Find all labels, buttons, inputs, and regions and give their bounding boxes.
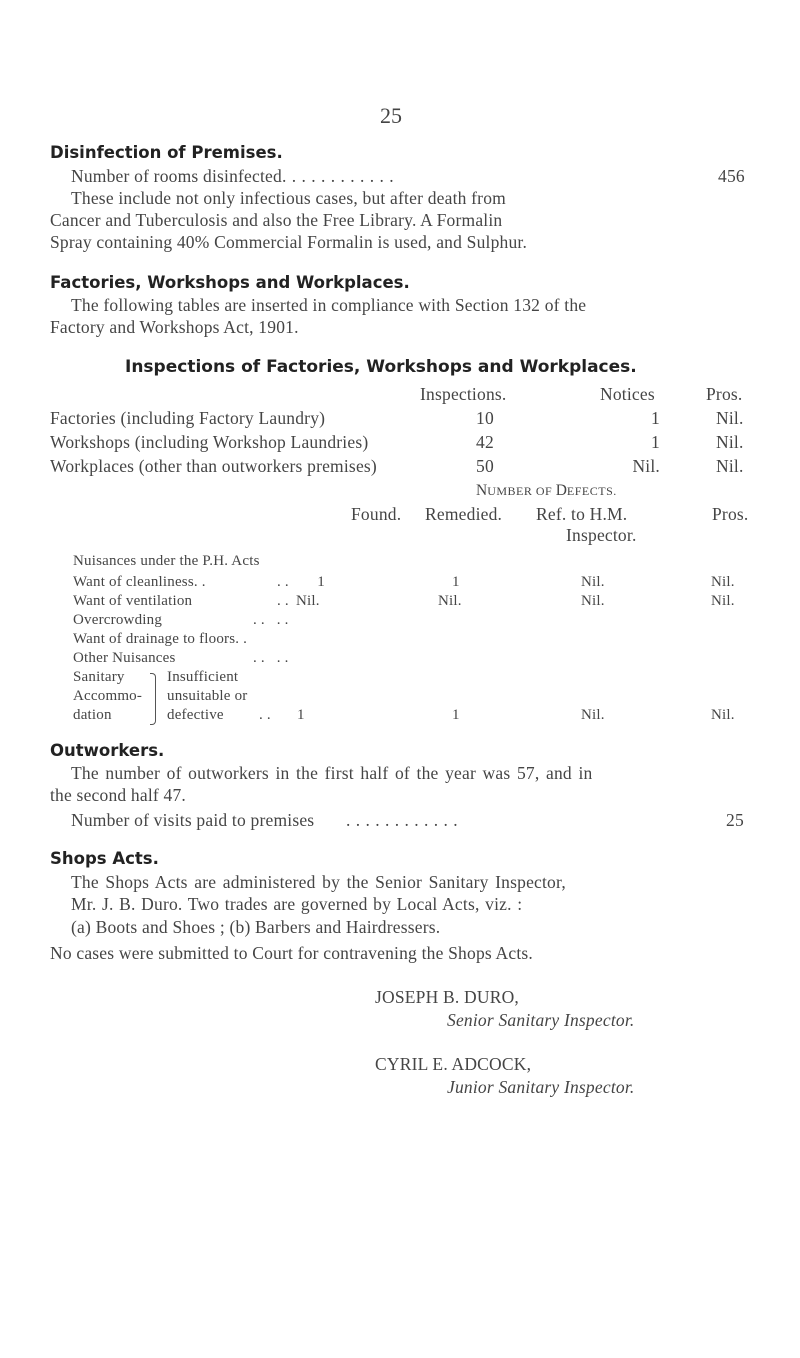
- visits-leader-dots: . . . . . . . . . . . .: [346, 810, 459, 830]
- shops-para-line2: Mr. J. B. Duro. Two trades are governed by Local Acts, viz. :: [71, 894, 523, 914]
- table-cell-remedied: 1: [452, 707, 460, 723]
- defects-title-cap1: N: [476, 482, 488, 499]
- col-header-ref: Ref. to H.M.: [536, 504, 628, 524]
- leader-dots: . .: [277, 574, 289, 590]
- outworkers-heading: Outworkers.: [50, 741, 165, 760]
- inspections-table-title: Inspections of Factories, Workshops and Workplaces.: [125, 357, 637, 377]
- sanitary-right-line1: Insufficient: [167, 669, 239, 685]
- signature-title: Junior Sanitary Inspector.: [447, 1077, 635, 1097]
- table-cell-inspections: 42: [476, 432, 494, 452]
- shops-heading: Shops Acts.: [50, 849, 159, 868]
- table-row-label: Want of cleanliness. .: [73, 574, 206, 590]
- visits-value: 25: [726, 810, 744, 830]
- leader-dots: . .: [259, 707, 271, 723]
- rooms-disinfected-label: Number of rooms disinfected: [71, 166, 282, 186]
- table-cell-remedied: 1: [452, 574, 460, 590]
- table-cell-notices: 1: [651, 432, 660, 452]
- table-cell-pros: Nil.: [716, 408, 744, 428]
- col-header-notices: Notices: [600, 384, 655, 404]
- disinfection-para-line1: These include not only infectious cases, but after death from: [71, 188, 506, 208]
- factories-para-line2: Factory and Workshops Act, 1901.: [50, 317, 299, 337]
- shops-para-line4: No cases were submitted to Court for contravening the Shops Acts.: [50, 943, 533, 963]
- defects-title-rest1: UMBER OF: [487, 484, 556, 498]
- table-row-label: Other Nuisances: [73, 650, 176, 666]
- visits-label: Number of visits paid to premises: [71, 810, 315, 830]
- factories-heading: Factories, Workshops and Workplaces.: [50, 273, 410, 292]
- table-cell-ref: Nil.: [581, 707, 605, 723]
- nuisances-section-label: Nuisances under the P.H. Acts: [73, 553, 260, 569]
- table-cell-remedied: Nil.: [438, 593, 462, 609]
- defects-title-cap2: D: [555, 482, 567, 499]
- table-cell-found: 1: [297, 707, 305, 723]
- table-cell-ref: Nil.: [581, 593, 605, 609]
- signature-title: Senior Sanitary Inspector.: [447, 1010, 635, 1030]
- table-cell-pros: Nil.: [711, 574, 735, 590]
- table-row-label: Want of ventilation: [73, 593, 193, 609]
- shops-para-line1: The Shops Acts are administered by the Senior Sanitary Inspector,: [71, 872, 566, 892]
- table-row-label: Want of drainage to floors. .: [73, 631, 248, 647]
- table-cell-pros: Nil.: [716, 432, 744, 452]
- leader-dots: . . . .: [253, 612, 289, 628]
- table-cell-found: Nil.: [296, 593, 320, 609]
- sanitary-right-line2: unsuitable or: [167, 688, 248, 704]
- col-header-inspections: Inspections.: [420, 384, 507, 404]
- table-row-label: Workplaces (other than outworkers premises): [50, 456, 377, 476]
- table-cell-pros: Nil.: [711, 593, 735, 609]
- sanitary-left-line1: Sanitary: [73, 669, 125, 685]
- disinfection-para-line2: Cancer and Tuberculosis and also the Free Library. A Formalin: [50, 210, 503, 230]
- rooms-disinfected-value: 456: [718, 166, 745, 186]
- leader-dots: . . . .: [253, 650, 289, 666]
- sanitary-brace: [150, 673, 156, 725]
- signature-name: CYRIL E. ADCOCK,: [375, 1054, 532, 1074]
- table-cell-pros: Nil.: [716, 456, 744, 476]
- table-row-label: Overcrowding: [73, 612, 163, 628]
- col-header-pros: Pros.: [706, 384, 743, 404]
- sanitary-left-line3: dation: [73, 707, 112, 723]
- table-cell-inspections: 50: [476, 456, 494, 476]
- table-cell-pros: Nil.: [711, 707, 735, 723]
- table-cell-ref: Nil.: [581, 574, 605, 590]
- sanitary-left-line2: Accommo-: [73, 688, 143, 704]
- sanitary-right-line3: defective: [167, 707, 224, 723]
- leader-dots: . .: [277, 593, 289, 609]
- shops-para-line3: (a) Boots and Shoes ; (b) Barbers and Hairdressers.: [71, 917, 441, 937]
- col-header-remedied: Remedied.: [425, 504, 503, 524]
- outworkers-para-line1: The number of outworkers in the first half of the year was 57, and in: [71, 763, 593, 783]
- outworkers-para-line2: the second half 47.: [50, 785, 186, 805]
- col-header-found: Found.: [351, 504, 402, 524]
- table-cell-notices: Nil.: [632, 456, 660, 476]
- table-cell-found: 1: [317, 574, 325, 590]
- disinfection-heading: Disinfection of Premises.: [50, 143, 283, 162]
- rooms-leader-dots: . . . . . . . . . . . .: [282, 166, 395, 186]
- col-header-inspector: Inspector.: [566, 525, 637, 545]
- col-header-pros: Pros.: [712, 504, 749, 524]
- table-cell-inspections: 10: [476, 408, 494, 428]
- table-row-label: Workshops (including Workshop Laundries): [50, 432, 369, 452]
- table-row-label: Factories (including Factory Laundry): [50, 408, 326, 428]
- factories-para-line1: The following tables are inserted in compliance with Section 132 of the: [71, 295, 587, 315]
- disinfection-para-line3: Spray containing 40% Commercial Formalin is used, and Sulphur.: [50, 232, 528, 252]
- table-cell-notices: 1: [651, 408, 660, 428]
- signature-name: JOSEPH B. DURO,: [375, 987, 519, 1007]
- page-number: 25: [380, 103, 402, 128]
- defects-title-rest2: EFECTS.: [566, 484, 617, 498]
- defects-table-title: [476, 482, 617, 500]
